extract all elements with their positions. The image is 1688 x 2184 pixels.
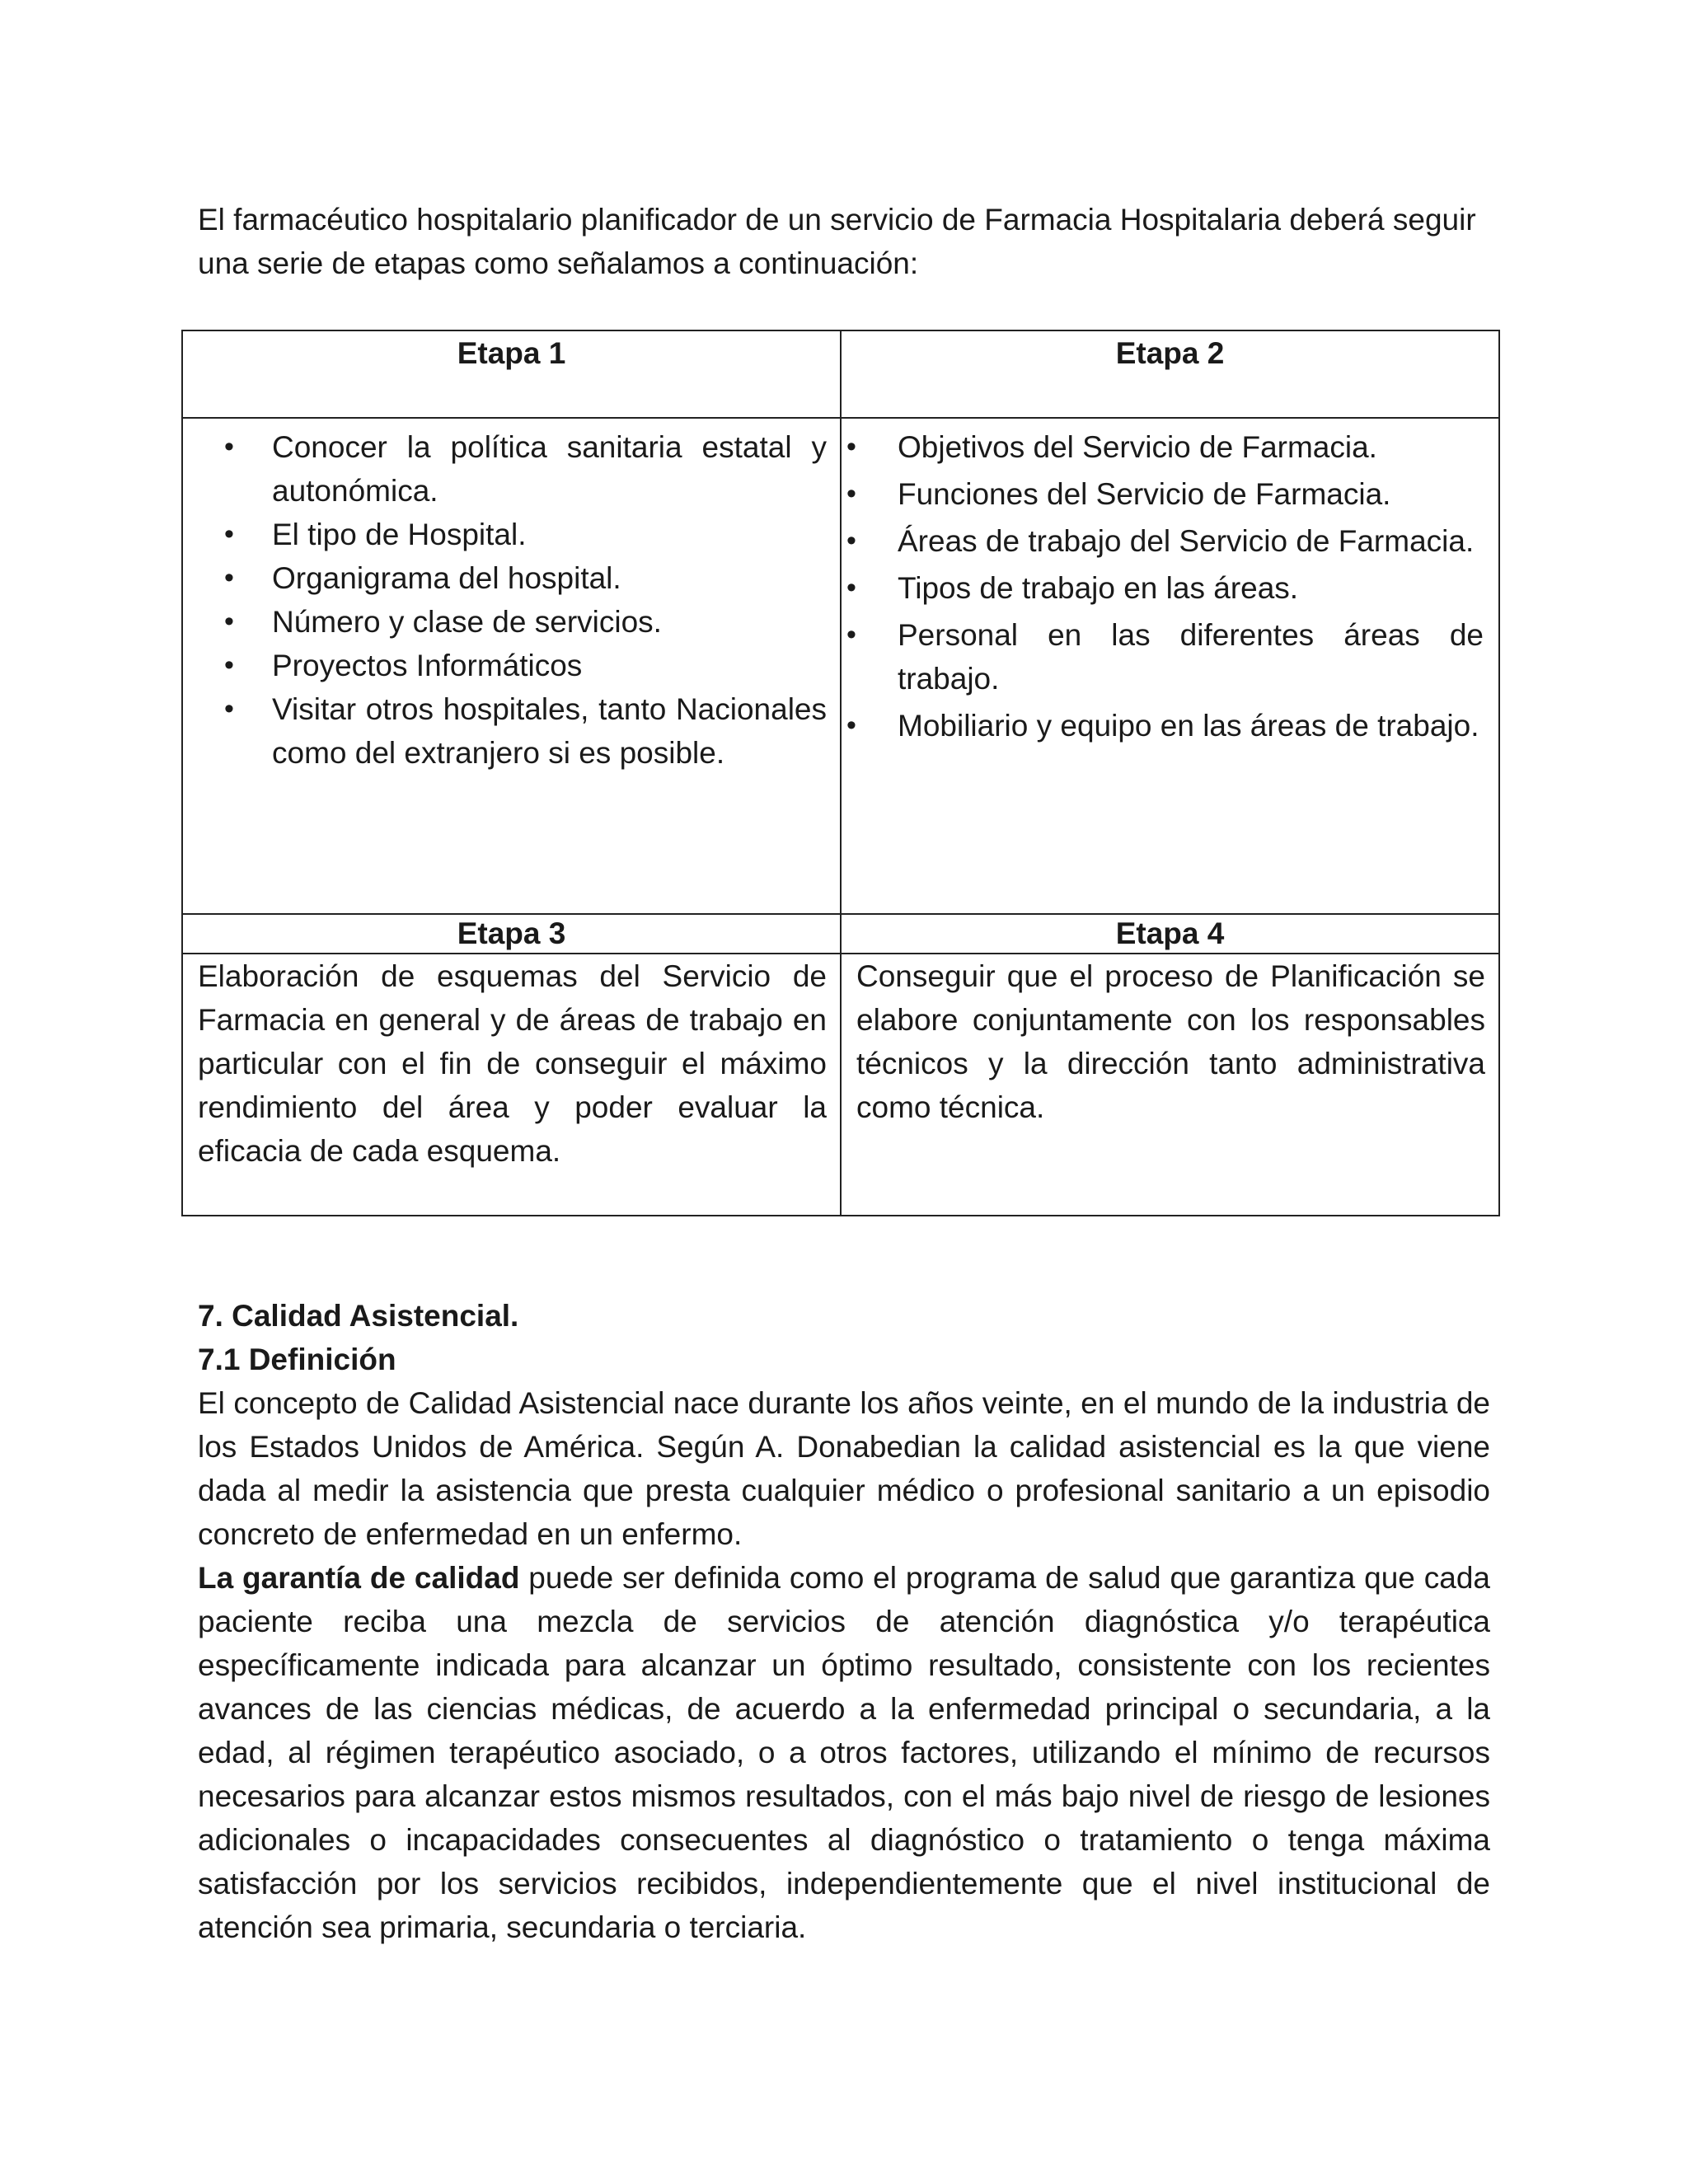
section-subheading: 7.1 Definición	[198, 1343, 396, 1376]
etapa-3-header: Etapa 3	[182, 914, 841, 954]
list-item: • Áreas de trabajo del Servicio de Farmacia.	[842, 519, 1498, 563]
section-heading: 7. Calidad Asistencial.	[198, 1299, 519, 1333]
list-item: • Organigrama del hospital.	[183, 556, 840, 600]
etapa-1-list	[183, 419, 840, 775]
list-item: • El tipo de Hospital.	[183, 513, 840, 556]
intro-paragraph: El farmacéutico hospitalario planificador de un servicio de Farmacia Hospitalaria deberá seguir una serie de etapas como señalamos a continuación:	[198, 203, 1476, 280]
paragraph-2-rest: puede ser definida como el programa de salud que garantiza que cada paciente reciba una mezcla de servicios de atención diagnóstica y/o terapéutica específicamente indicada para alcanzar un óptimo resultado, consistente con los recientes avances de las ciencias médicas, de acuerdo a la enfermedad principal o secundaria, a la edad, al régimen terapéutico asociado, o a otros factores, utilizando el mínimo de recursos necesarios para alcanzar estos mismos resultados, con el más bajo nivel de riesgo de lesiones adicionales o incapacidades consecuentes al diagnóstico o tratamiento o tenga máxima satisfacción por los servicios recibidos, independientemente que el nivel institucional de atención sea primaria, secundaria o terciaria.	[198, 1561, 1490, 1944]
list-item: • Mobiliario y equipo en las áreas de trabajo.	[842, 704, 1498, 748]
paragraph-1: El concepto de Calidad Asistencial nace durante los años veinte, en el mundo de la industria de los Estados Unidos de América. Según A. Donabedian la calidad asistencial es la que viene dada al medir la asistencia que presta cualquier médico o profesional sanitario a un episodio concreto de enfermedad en un enfermo.	[198, 1386, 1490, 1551]
list-item: • Visitar otros hospitales, tanto Nacionales como del extranjero si es posible.	[183, 687, 840, 775]
stages-text-row	[182, 954, 1499, 1216]
list-item: • Tipos de trabajo en las áreas.	[842, 566, 1498, 610]
etapa-4-cell	[841, 954, 1499, 1216]
paragraph-2-bold: La garantía de calidad	[198, 1561, 520, 1595]
list-item: • Conocer la política sanitaria estatal y autonómica.	[183, 425, 840, 513]
list-item: • Objetivos del Servicio de Farmacia.	[842, 425, 1498, 469]
stages-header-row-top	[182, 330, 1499, 418]
etapa-3-text: Elaboración de esquemas del Servicio de Farmacia en general y de áreas de trabajo en particular con el fin de conseguir el máximo rendimiento del área y poder evaluar la eficacia de cada esquema.	[198, 959, 827, 1168]
etapa-4-header: Etapa 4	[841, 914, 1499, 954]
etapa-1-header: Etapa 1	[182, 330, 841, 418]
list-item: • Personal en las diferentes áreas de trabajo.	[842, 613, 1498, 701]
etapa-2-cell	[841, 418, 1499, 914]
stages-list-row	[182, 418, 1499, 914]
paragraph-2	[198, 1556, 1490, 1949]
etapa-1-cell	[182, 418, 841, 914]
stages-table	[181, 330, 1500, 1216]
document-page	[198, 198, 1490, 1944]
calidad-section	[198, 1294, 1490, 1949]
stages-header-row-bottom	[182, 914, 1499, 954]
list-item: • Número y clase de servicios.	[183, 600, 840, 644]
etapa-2-list	[842, 419, 1498, 748]
list-item: • Proyectos Informáticos	[183, 644, 840, 687]
etapa-4-text: Conseguir que el proceso de Planificación se elabore conjuntamente con los responsables técnicos y la dirección tanto administrativa como técnica.	[856, 959, 1485, 1124]
list-item: • Funciones del Servicio de Farmacia.	[842, 472, 1498, 516]
etapa-2-header: Etapa 2	[841, 330, 1499, 418]
etapa-3-cell	[182, 954, 841, 1216]
